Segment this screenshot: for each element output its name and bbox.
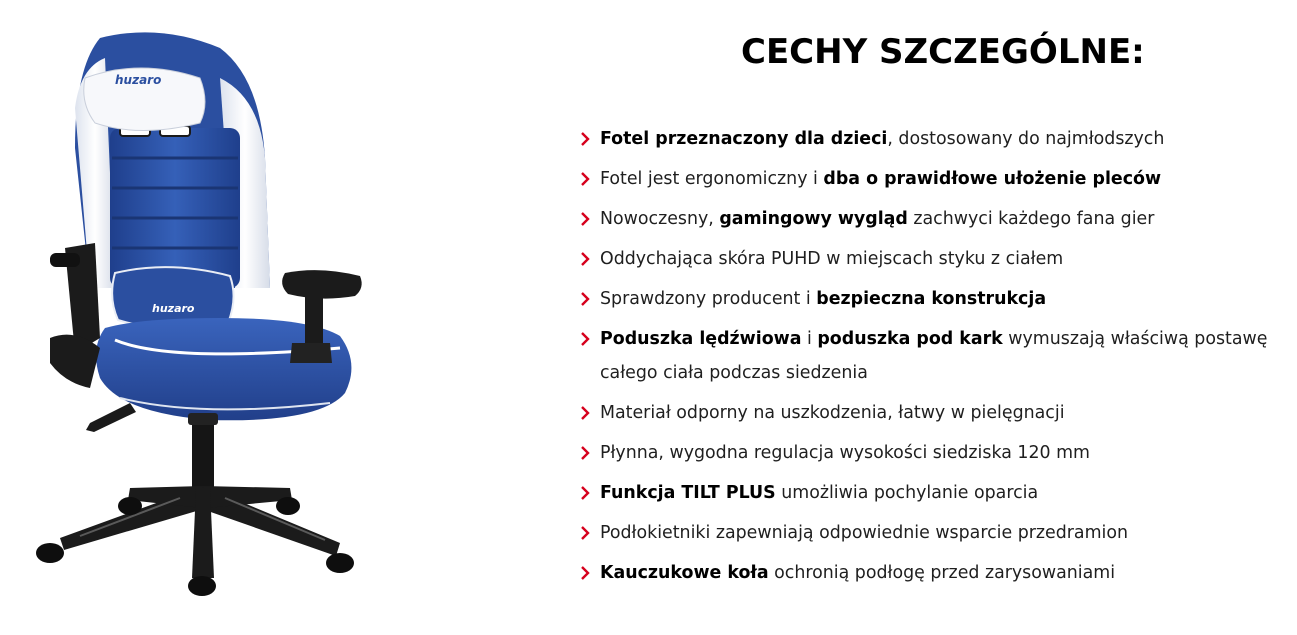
feature-bold-2: bezpieczna konstrukcja [816, 289, 1047, 309]
feature-text-1: ochronią podłogę przed zarysowaniami [768, 563, 1116, 583]
features-list [578, 119, 1293, 593]
feature-text-1: Nowoczesny, [600, 209, 720, 229]
chevron-right-icon [580, 526, 591, 540]
feature-item [578, 159, 1293, 199]
feature-item [578, 513, 1293, 553]
chair-illustration [20, 18, 390, 618]
feature-text-1: Oddychająca skóra PUHD w miejscach styku z ciałem [600, 249, 1064, 269]
features-heading: CECHY SZCZEGÓLNE: [741, 32, 1145, 72]
feature-item [578, 433, 1293, 473]
feature-text-1: umożliwia pochylanie oparcia [775, 483, 1039, 503]
feature-bold-1: Kauczukowe koła [600, 563, 769, 583]
chevron-right-icon [580, 252, 591, 266]
svg-text:huzaro: huzaro [115, 73, 162, 87]
feature-text-2: zachwyci każdego fana gier [907, 209, 1155, 229]
feature-text-1: Materiał odporny na uszkodzenia, łatwy w pielęgnacji [600, 403, 1065, 423]
chevron-right-icon [580, 292, 591, 306]
chevron-right-icon [580, 566, 591, 580]
feature-text-1: , dostosowany do najmłodszych [887, 129, 1165, 149]
feature-text-1: Sprawdzony producent i [600, 289, 817, 309]
feature-item [578, 199, 1293, 239]
feature-text-2: wymuszają właściwą postawę całego ciała podczas siedzenia [600, 329, 1268, 383]
chevron-right-icon [580, 172, 591, 186]
feature-item [578, 473, 1293, 513]
feature-bold-1: Poduszka lędźwiowa [600, 329, 802, 349]
chevron-right-icon [580, 406, 591, 420]
feature-item [578, 553, 1293, 593]
feature-text-1: Podłokietniki zapewniają odpowiednie wsparcie przedramion [600, 523, 1129, 543]
feature-item [578, 119, 1293, 159]
feature-item [578, 393, 1293, 433]
feature-item [578, 279, 1293, 319]
feature-bold-2: gamingowy wygląd [719, 209, 908, 229]
svg-text:huzaro: huzaro [152, 302, 195, 315]
feature-bold-1: Fotel przeznaczony dla dzieci [600, 129, 888, 149]
chevron-right-icon [580, 486, 591, 500]
feature-item [578, 319, 1293, 393]
feature-text-1: Płynna, wygodna regulacja wysokości siedziska 120 mm [600, 443, 1091, 463]
chevron-right-icon [580, 446, 591, 460]
feature-text-1: i [801, 329, 818, 349]
chevron-right-icon [580, 332, 591, 346]
product-image-gaming-chair [20, 18, 390, 618]
chevron-right-icon [580, 212, 591, 226]
feature-text-1: Fotel jest ergonomiczny i [600, 169, 824, 189]
feature-bold-2: dba o prawidłowe ułożenie pleców [823, 169, 1162, 189]
feature-bold-1: Funkcja TILT PLUS [600, 483, 776, 503]
feature-item [578, 239, 1293, 279]
chevron-right-icon [580, 132, 591, 146]
feature-bold-2: poduszka pod kark [817, 329, 1003, 349]
